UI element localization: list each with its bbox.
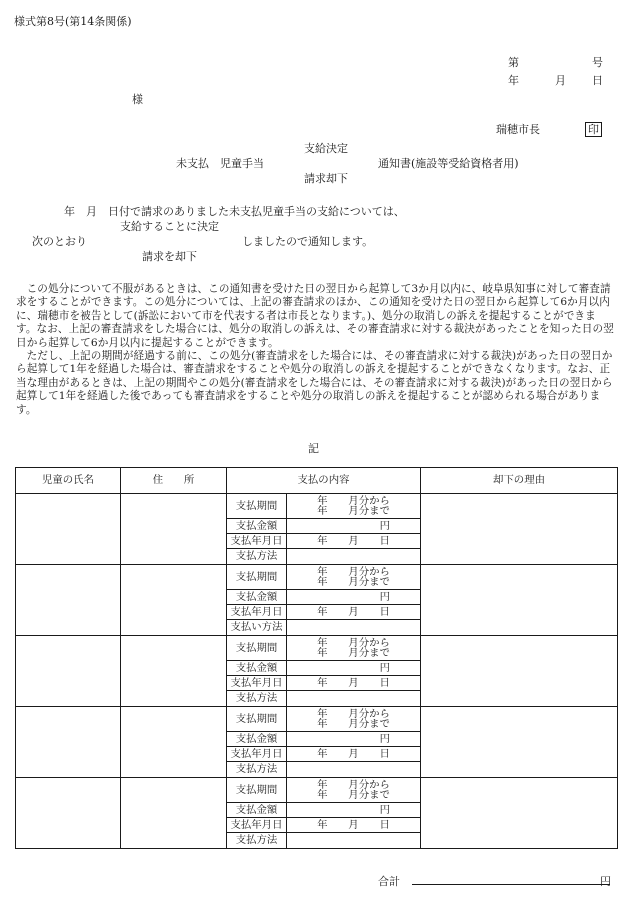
date-value[interactable]: 年 月 日	[287, 534, 421, 549]
period-from: 年 月分から	[317, 707, 390, 720]
total-unit: 円	[600, 875, 611, 888]
amount-label: 支払金額	[227, 661, 287, 676]
method-label: 支払い方法	[227, 620, 287, 636]
issuer-name: 瑞穂市長	[496, 123, 540, 136]
address-cell[interactable]	[121, 707, 227, 778]
table-row	[16, 707, 618, 732]
amount-unit[interactable]: 円	[287, 803, 421, 818]
rejection-reason-cell[interactable]	[421, 707, 618, 778]
number-dai: 第	[508, 56, 519, 69]
title-suffix: 通知書(施設等受給資格者用)	[378, 157, 519, 170]
rejection-reason-cell[interactable]	[421, 494, 618, 565]
period-from: 年 月分から	[317, 778, 390, 791]
amount-unit[interactable]: 円	[287, 519, 421, 534]
amount-unit[interactable]: 円	[287, 661, 421, 676]
amount-unit[interactable]: 円	[287, 590, 421, 605]
notice-option-reject: 請求を却下	[142, 250, 197, 263]
period-value[interactable]	[287, 707, 421, 732]
table-row	[16, 636, 618, 661]
date-label: 支払年月日	[227, 818, 287, 833]
address-cell[interactable]	[121, 494, 227, 565]
table-row	[16, 494, 618, 519]
title-option-reject: 請求却下	[304, 172, 348, 185]
period-label: 支払期間	[227, 494, 287, 519]
payment-table	[15, 467, 618, 849]
addressee-suffix: 様	[132, 93, 143, 106]
instructions	[16, 283, 616, 417]
rejection-reason-cell[interactable]	[421, 565, 618, 636]
period-to: 年 月分まで	[317, 576, 390, 588]
period-label: 支払期間	[227, 565, 287, 590]
date-label: 支払年月日	[227, 534, 287, 549]
total-label: 合計	[378, 875, 400, 888]
header-payment-details: 支払の内容	[227, 468, 421, 494]
method-value[interactable]	[287, 762, 421, 778]
header-address: 住 所	[121, 468, 227, 494]
date-hi: 日	[592, 74, 603, 87]
date-value[interactable]: 年 月 日	[287, 605, 421, 620]
rejection-reason-cell[interactable]	[421, 636, 618, 707]
amount-label: 支払金額	[227, 732, 287, 747]
period-label: 支払期間	[227, 707, 287, 732]
child-name-cell[interactable]	[16, 636, 121, 707]
title-option-pay: 支給決定	[304, 142, 348, 155]
period-from: 年 月分から	[317, 565, 390, 578]
child-name-cell[interactable]	[16, 707, 121, 778]
child-name-cell[interactable]	[16, 565, 121, 636]
period-from: 年 月分から	[317, 636, 390, 649]
amount-label: 支払金額	[227, 803, 287, 818]
date-nen: 年	[508, 74, 519, 87]
number-go: 号	[592, 56, 603, 69]
date-tsuki: 月	[555, 74, 566, 87]
rejection-reason-cell[interactable]	[421, 778, 618, 849]
notice-tail: しましたので通知します。	[242, 235, 374, 248]
child-name-cell[interactable]	[16, 494, 121, 565]
period-from: 年 月分から	[317, 494, 390, 507]
period-to: 年 月分まで	[317, 789, 390, 801]
period-label: 支払期間	[227, 636, 287, 661]
date-label: 支払年月日	[227, 605, 287, 620]
period-value[interactable]	[287, 778, 421, 803]
date-value[interactable]: 年 月 日	[287, 818, 421, 833]
total-underline[interactable]	[412, 884, 610, 885]
table-header-row	[16, 468, 618, 494]
period-label: 支払期間	[227, 778, 287, 803]
period-to: 年 月分まで	[317, 505, 390, 517]
amount-unit[interactable]: 円	[287, 732, 421, 747]
table-row	[16, 565, 618, 590]
header-child-name: 児童の氏名	[16, 468, 121, 494]
child-name-cell[interactable]	[16, 778, 121, 849]
period-value[interactable]	[287, 636, 421, 661]
form-code: 様式第8号(第14条関係)	[14, 15, 132, 28]
notice-lead: 次のとおり	[32, 235, 87, 248]
period-to: 年 月分まで	[317, 647, 390, 659]
date-label: 支払年月日	[227, 747, 287, 762]
address-cell[interactable]	[121, 565, 227, 636]
notice-line1: 年 月 日付で請求のありました未支払児童手当の支給については、	[64, 205, 405, 218]
method-value[interactable]	[287, 620, 421, 636]
period-value[interactable]	[287, 565, 421, 590]
address-cell[interactable]	[121, 778, 227, 849]
ki-heading: 記	[308, 442, 319, 455]
header-rejection-reason: 却下の理由	[421, 468, 618, 494]
seal-mark: 印	[585, 122, 602, 137]
method-label: 支払方法	[227, 833, 287, 849]
address-cell[interactable]	[121, 636, 227, 707]
method-label: 支払方法	[227, 762, 287, 778]
method-label: 支払方法	[227, 691, 287, 707]
notice-option-pay: 支給することに決定	[120, 220, 219, 233]
date-label: 支払年月日	[227, 676, 287, 691]
table-row	[16, 778, 618, 803]
date-value[interactable]: 年 月 日	[287, 747, 421, 762]
amount-label: 支払金額	[227, 590, 287, 605]
method-value[interactable]	[287, 833, 421, 849]
date-value[interactable]: 年 月 日	[287, 676, 421, 691]
instruction-paragraph-1: この処分について不服があるときは、この通知書を受けた日の翌日から起算して3か月以内に、岐阜県知事に対して審査請求をすることができます。この処分については、上記の審査請求のほか、この通知を受けた日の翌日から起算して6か月以内に、瑞穂市を被告として(訴訟において市を代表する者は市長となります。)、処分の取消しの訴えを提起することができます。なお、上記の審査請求をした場合には、処分の取消しの訴えは、その審査請求に対する裁決があったことを知った日の翌日から起算して6か月以内に提起することができます。	[16, 283, 614, 349]
title-prefix: 未支払 児童手当	[176, 157, 264, 170]
method-value[interactable]	[287, 691, 421, 707]
period-to: 年 月分まで	[317, 718, 390, 730]
period-value[interactable]	[287, 494, 421, 519]
amount-label: 支払金額	[227, 519, 287, 534]
instruction-paragraph-2: ただし、上記の期間が経過する前に、この処分(審査請求をした場合には、その審査請求に対する裁決)があった日の翌日から起算して1年を経過した場合は、審査請求をすることや処分の取消しの訴えを提起することができなくなります。なお、正当な理由があるときは、上記の期間やこの処分(審査請求をした場合には、その審査請求に対する裁決)があった日の翌日から起算して1年を経過した後であっても審査請求をすることや処分の取消しの訴えを提起することが認められる場合があります。	[16, 350, 613, 416]
method-value[interactable]	[287, 549, 421, 565]
method-label: 支払方法	[227, 549, 287, 565]
